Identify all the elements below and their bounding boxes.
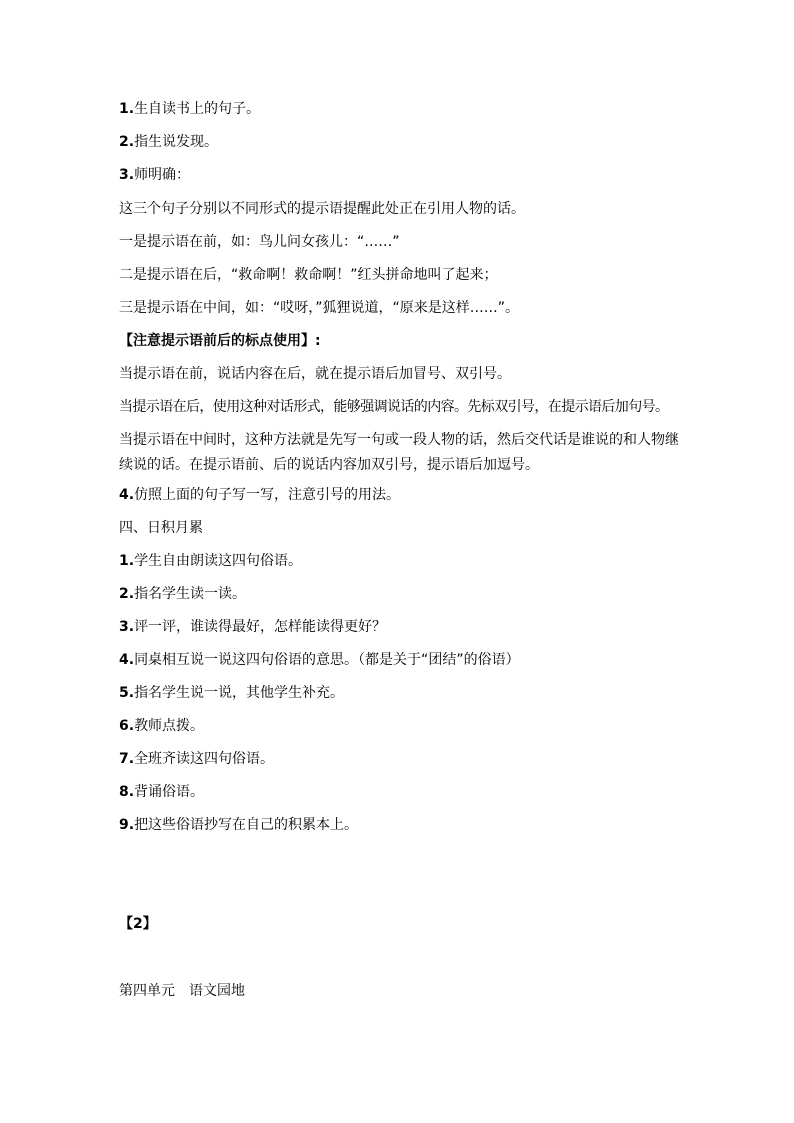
step-text: 评一评，谁读得最好，怎样能读得更好？ <box>134 619 387 635</box>
step-text: 教师点拨。 <box>134 718 205 734</box>
step-item <box>119 683 689 703</box>
step-text: 指名学生说一说，其他学生补充。 <box>134 685 345 701</box>
step-number: 9. <box>119 817 135 833</box>
step-item <box>119 650 689 670</box>
step-number: 3. <box>119 619 135 635</box>
step-number: 2. <box>119 134 135 150</box>
step-item <box>119 782 689 802</box>
step-text: 生自读书上的句子。 <box>134 101 261 117</box>
step-text: 指生说发现。 <box>134 134 219 150</box>
step-item <box>119 716 689 736</box>
step-text: 指名学生读一读。 <box>134 586 247 602</box>
step-text: 学生自由朗读这四句俗语。 <box>134 553 303 569</box>
step-number: 8. <box>119 784 135 800</box>
step-item <box>119 132 689 152</box>
step-number: 3. <box>119 167 135 183</box>
intro-paragraph: 这三个句子分别以不同形式的提示语提醒此处正在引用人物的话。 <box>119 201 525 217</box>
step-number: 1. <box>119 553 135 569</box>
step-number: 4. <box>119 487 135 503</box>
step-text: 仿照上面的句子写一写，注意引号的用法。 <box>134 487 401 503</box>
step-number: 5. <box>119 685 135 701</box>
step-item <box>119 485 689 505</box>
step-text: 同桌相互说一说这四句俗语的意思。（都是关于“团结”的俗语） <box>134 652 520 668</box>
step-text: 全班齐读这四句俗语。 <box>134 751 275 767</box>
note-heading: 【注意提示语前后的标点使用】: <box>119 333 321 349</box>
example-line: 二是提示语在后，“救命啊！救命啊！”红头拼命地叫了起来； <box>119 267 498 283</box>
rule-paragraph: 当提示语在前，说话内容在后，就在提示语后加冒号、双引号。 <box>119 366 511 382</box>
step-item <box>119 749 689 769</box>
rule-paragraph: 当提示语在后，使用这种对话形式，能够强调说话的内容。先标双引号，在提示语后加句号。 <box>119 399 669 415</box>
example-line: 三是提示语在中间，如：“哎呀，”狐狸说道，“原来是这样……”。 <box>119 300 520 316</box>
step-item <box>119 551 689 571</box>
unit-title: 第四单元 语文园地 <box>119 983 245 999</box>
step-item <box>119 99 689 119</box>
rule-paragraph: 当提示语在中间时，这种方法就是先写一句或一段人物的话，然后交代话是谁说的和人物继续说的话。在提示语前、后的说话内容加双引号，提示语后加逗号。 <box>119 432 679 473</box>
step-item <box>119 617 689 637</box>
step-text: 把这些俗语抄写在自己的积累本上。 <box>134 817 359 833</box>
step-number: 7. <box>119 751 135 767</box>
section-heading: 四、日积月累 <box>119 520 203 536</box>
step-number: 2. <box>119 586 135 602</box>
step-text: 师明确： <box>134 167 191 183</box>
example-line: 一是提示语在前，如：鸟儿问女孩儿：“……” <box>119 234 400 250</box>
step-number: 1. <box>119 101 135 117</box>
step-text: 背诵俗语。 <box>134 784 205 800</box>
step-number: 4. <box>119 652 135 668</box>
step-item <box>119 815 689 835</box>
section-marker: 【2】 <box>119 916 157 932</box>
step-item <box>119 584 689 604</box>
step-item <box>119 165 689 185</box>
step-number: 6. <box>119 718 135 734</box>
